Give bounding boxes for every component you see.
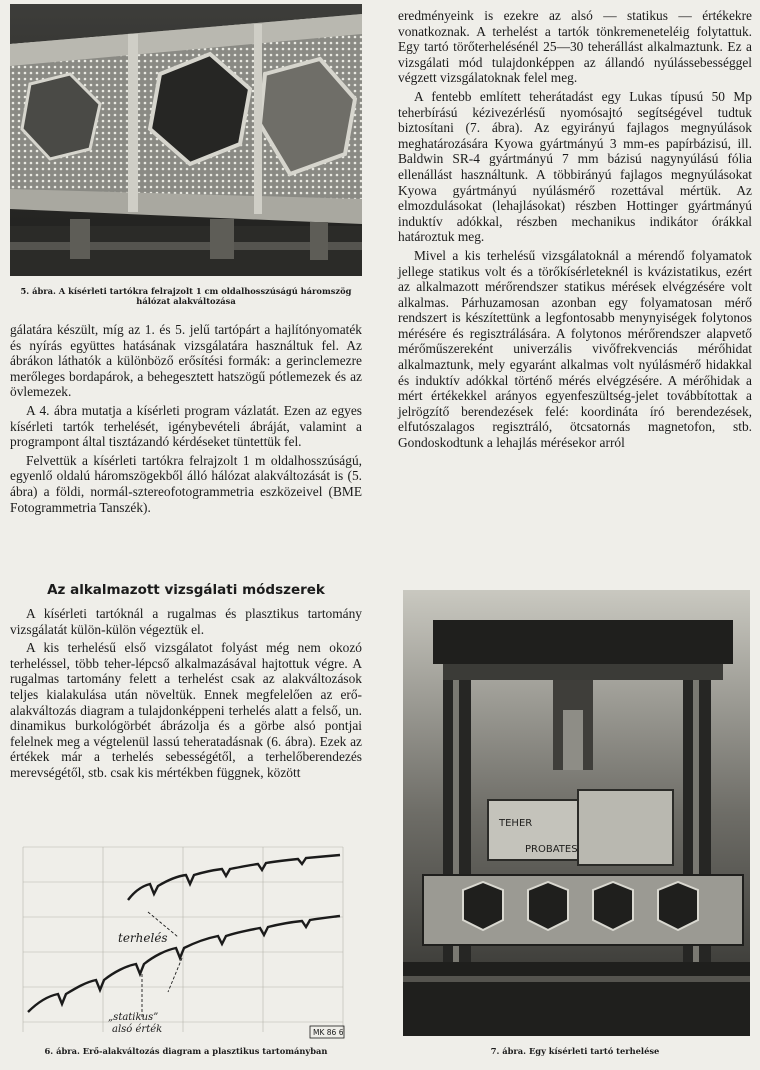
- figure-7-caption: 7. ábra. Egy kísérleti tartó terhelése: [490, 1046, 660, 1056]
- section-heading: Az alkalmazott vizsgálati módszerek: [47, 582, 325, 598]
- left-column-upper: [10, 322, 362, 515]
- left-paragraph-5: A kis terhelésű első vizsgálatot folyást még nem okozó terheléssel, több teher-lépcső alkalmazásával hajtottuk végre. A rugalmas tartomány felett a terhelést csak az alakváltozások teljes kialakulása után növeltük. Ennek megfelelően az erő-alakváltozás diagram a tulajdonképpeni terhelés alatt a felső, un. dinamikus burkológörbét ábrázolja és a görbe alsó pontjai felelnek meg a végtelenül lassú teheratadásnak (6. ábra). Ezek az értékek már a terhelés sebességétől, a terhelőberendezés merevségétől, stb. csak kis mértékben függnek, között: [10, 640, 362, 780]
- figure-6-svg: [18, 842, 348, 1042]
- left-paragraph-4: A kísérleti tartóknál a rugalmas és plasztikus tartomány vizsgálatát külön-külön végeztük el.: [10, 606, 362, 637]
- figure-6-stamp: MK 86 6: [313, 1028, 344, 1037]
- figure-5-caption: [10, 286, 362, 306]
- lower-load-curve: [28, 916, 340, 1012]
- left-paragraph-2: A 4. ábra mutatja a kísérleti program vázlatát. Ezen az egyes kísérleti tartók terhelését, igénybevételi ábráját, valamint a programpont által tisztázandó kérdéseket tüntettük fel.: [10, 402, 362, 450]
- figure-6-label-also: alsó érték: [112, 1024, 163, 1035]
- right-paragraph-1: eredményeink is ezekre az alsó — statikus — értékekre vonatkoznak. A terhelést a tartók tönkremeneteléig folytattuk. Egy tartó törőterhelésénél 25—30 teherállást alkalmaztunk. Ez a vizsgálati mód tulajdonképpen az állandó nyúlássebességgel végzett vizsgálatoknak felel meg.: [398, 8, 752, 86]
- figure-7-label-probates: PROBATES: [525, 844, 578, 855]
- upper-load-curve: [128, 855, 340, 900]
- figure-6-label-terheles: terhelés: [118, 931, 168, 945]
- left-column-lower: [10, 606, 362, 781]
- figure-5-photo: [10, 4, 362, 276]
- figure-7-label-teher: TEHER: [499, 818, 533, 829]
- figure-6-diagram: [18, 842, 348, 1042]
- left-paragraph-1: gálatára készült, míg az 1. és 5. jelű tartópárt a hajlítónyomaték és nyírás együttes hatásának vizsgálatára használtuk fel. Az ábrákon láthatók a különböző erősítési formák: a gerinclemezre merőleges bordapárok, a behegesztett hatszögű pótlemezek és az övlemezek.: [10, 322, 362, 400]
- left-paragraph-3: Felvettük a kísérleti tartókra felrajzolt 1 m oldalhosszúságú, egyenlő oldalú háromszögekből álló hálózat alakváltozását is (5. ábra) a földi, normál-sztereofotogrammetria eszközeivel (BME Fotogrammetria Tanszék).: [10, 452, 362, 515]
- figure-5-caption-line1: 5. ábra. A kísérleti tartókra felrajzolt 1 cm oldalhosszúságú háromszög: [20, 286, 352, 296]
- figure-6-caption: 6. ábra. Erő-alakváltozás diagram a plasztikus tartományban: [44, 1046, 328, 1056]
- figure-6-label-statikus: „statikus”: [108, 1012, 159, 1023]
- right-column-text: [398, 8, 752, 451]
- figure-5-caption-line2: hálózat alakváltozása: [136, 296, 236, 306]
- right-paragraph-3: Mivel a kis terhelésű vizsgálatoknál a mérendő folyamatok jellege statikus volt és a törőkísérleteknél is kvázistatikus, ezért az alkalmazott mérőrendszer statikus mérések elvégzésére volt alkalmas. Párhuzamosan azonban egy folyamatosan mérő rendszert is készítettünk a legfontosabb menynyiségek folytonos mérésére és regisztrálására. A folytonos mérőrendszer alapvető mérőműszereként univerzális vivőfrekvenciás mérőhidat alkalmaztunk, mely egyaránt alkalmas volt nyúlásmérő hidakkal és induktív adókkal történő mérés elvégzésére. A mérőhidak a mért értékekkel arányos egyenfeszültség-jelet továbbítottak a jelrögzítő berendezések felé: koordináta író berendezések, elfutószalagos regisztráló, ötcsatornás magnetofon, stb. Gondoskodtunk a lehajlás mérésekor arról: [398, 247, 752, 451]
- right-paragraph-2: A fentebb említett teherátadást egy Lukas típusú 50 Mp teherbírású kézivezérlésű nyomósajtó segítségével tudtuk biztosítani (7. ábra). Az egyirányú fajlagos megnyúlások meghatározására Kyowa gyártmányú 3 mm-es papírbázisú, ill. Baldwin SR-4 gyártmányú 7 mm bázisú nagynyúlású fólia ellenállást használtunk. A többirányú fajlagos megnyúlásokat Kyowa gyártmányú nyúlásmérő rozettával mértük. Az elmozdulásokat (lehajlásokat) részben Hottinger gyártmányú induktív adókkal, részben mechanikus indikátor órákkal határoztuk meg.: [398, 88, 752, 245]
- figure-7-photo: [403, 590, 750, 1036]
